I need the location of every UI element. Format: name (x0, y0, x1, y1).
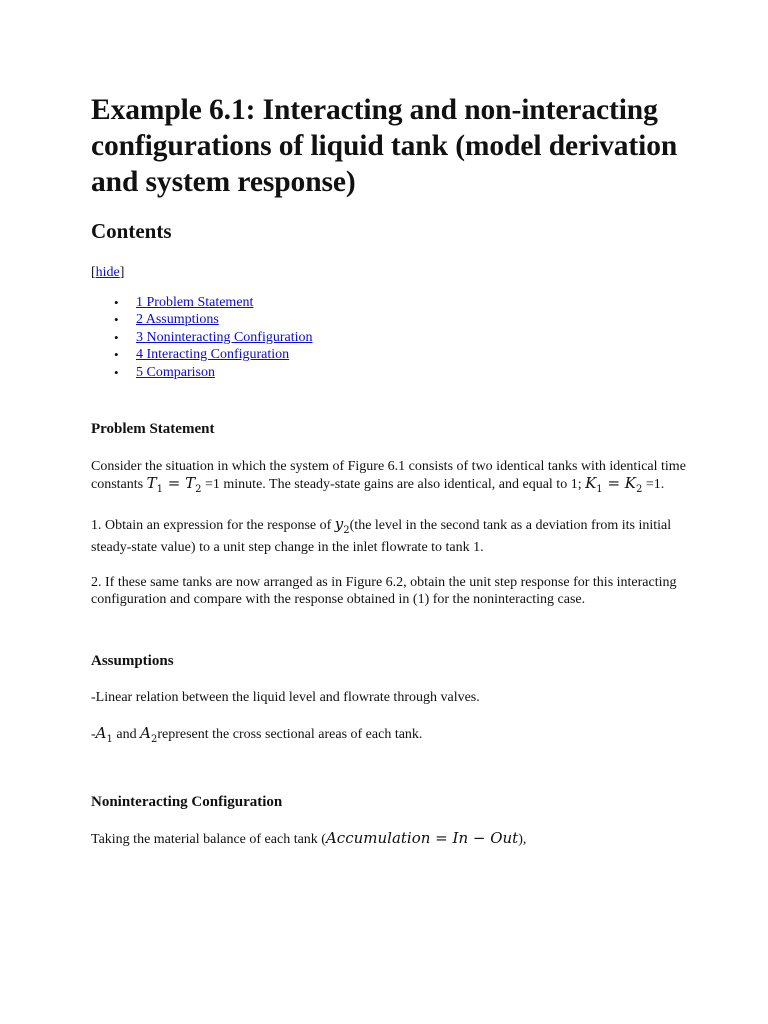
toc-item (91, 364, 691, 381)
toggle-bracket-close: ] (119, 265, 125, 280)
page-title: Example 6.1: Interacting and non-interacting configurations of liquid tank (model derivation and system response) (91, 94, 678, 198)
problem-paragraph-2: 1. Obtain an expression for the response of $y_2(the$ level in the second tank as a deviation from its initial steady-state value) to a unit step change in the inlet flowrate to tank 1. (91, 514, 672, 556)
toc-item (91, 294, 691, 311)
math-t1: $T_1 = T_2$ (146, 474, 202, 496)
assumptions-paragraph-1: -Linear relation between the liquid level and flowrate through valves. (91, 690, 480, 706)
toc-link-interacting[interactable]: 4 Interacting Configuration (136, 347, 290, 363)
noninteracting-heading: Noninteracting Configuration (91, 794, 283, 811)
toc-item (91, 329, 691, 346)
assumptions-heading: Assumptions (91, 653, 174, 670)
problem-paragraph-1: Consider the situation in which the system of Figure 6.1 consists of two identical tanks with identical time constants $T_1 = T_2 =1$ minute. The steady-state gains are also identical, and equal to 1; $K_1 = K_2 =1$. (91, 459, 686, 496)
table-of-contents (91, 294, 691, 381)
toc-link-comparison[interactable]: 5 Comparison (136, 364, 215, 380)
toggle-bracket-open: [ (91, 265, 96, 280)
bullet-icon: • (114, 329, 119, 345)
bullet-icon: • (114, 364, 119, 380)
problem-statement-heading: Problem Statement (91, 421, 215, 438)
math-a1: $A_1$ (95, 723, 113, 745)
toc-link-problem-statement[interactable]: 1 Problem Statement (136, 295, 254, 310)
toc-link-noninteracting[interactable]: 3 Noninteracting Configuration (136, 329, 313, 345)
math-k1: $K_1 = K_2$ (585, 474, 643, 496)
contents-heading: Contents (91, 219, 172, 243)
bullet-icon: • (114, 347, 119, 363)
bullet-icon: • (114, 295, 119, 310)
toc-item (91, 311, 691, 328)
contents-toggle (91, 264, 691, 281)
toc-link-assumptions[interactable]: 2 Assumptions (136, 312, 219, 328)
assumptions-paragraph-2: $-A_1$ and $A_2represent$ the cross sectional areas of each tank. (91, 723, 423, 745)
math-y2: $y_2$ (334, 514, 350, 536)
toc-item (91, 346, 691, 363)
noninteracting-paragraph-1: Taking the material balance of each tank (Accumulation = In − Out), (91, 829, 527, 848)
bullet-icon: • (114, 312, 119, 328)
hide-link[interactable]: hide (95, 265, 120, 280)
article (91, 92, 691, 849)
math-balance: Accumulation = In − Out (325, 829, 519, 848)
math-a2: $A_2$ (140, 723, 158, 745)
problem-paragraph-3: 2. If these same tanks are now arranged as in Figure 6.2, obtain the unit step response for this interacting configuration and compare with the response obtained in (1) for the noninteracting case. (91, 574, 677, 608)
